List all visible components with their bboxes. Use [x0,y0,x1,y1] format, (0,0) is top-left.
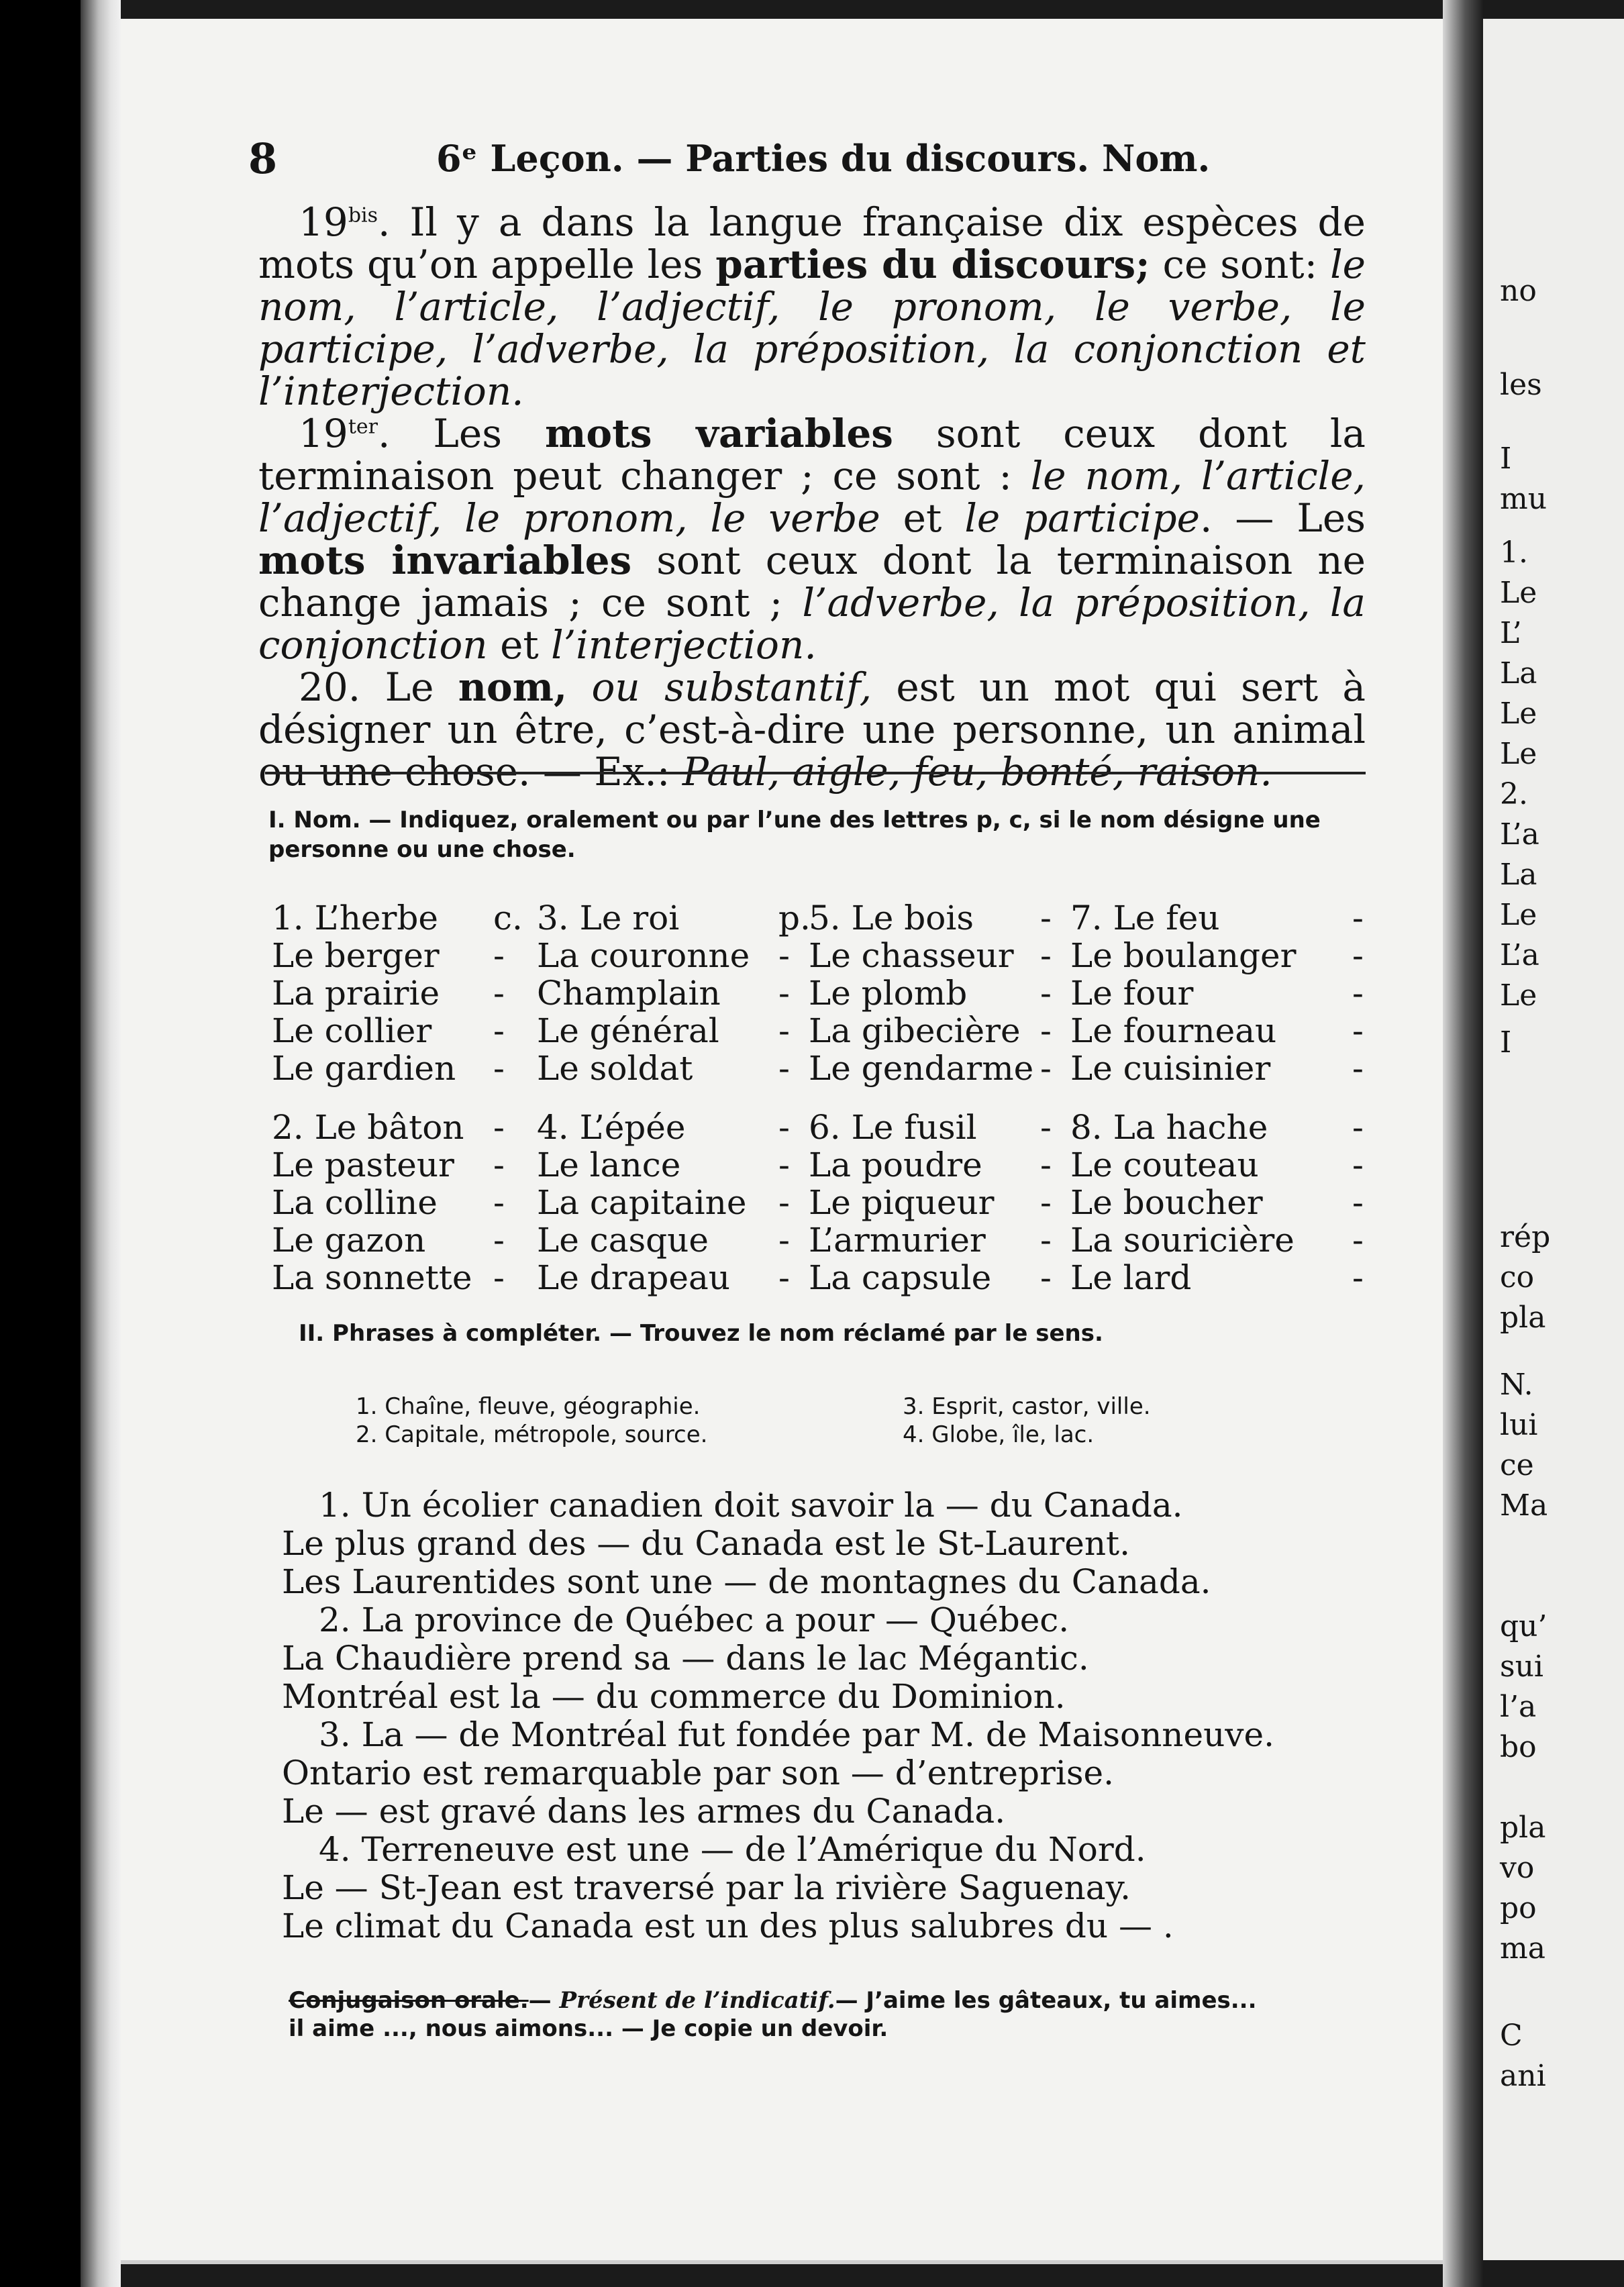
answer-mark: - [1040,1146,1052,1184]
word-item: La capitaine [537,1183,747,1222]
facing-page-text: I [1500,1025,1512,1060]
word-item: Le four [1070,974,1194,1013]
paragraph-19bis [258,201,1366,413]
answer-mark: - [1352,1221,1364,1260]
text: . Les [377,411,546,456]
word-item: 8. La hache [1070,1108,1268,1147]
paragraph-19ter [258,413,1366,666]
word-item: La souricière [1070,1221,1295,1260]
word-column [272,1109,472,1297]
word-item: Le gardien [272,1049,456,1088]
sentence: 2. La province de Québec a pour — Québec. [319,1600,1070,1639]
answer-mark: - [1040,936,1052,975]
word-item: Le cuisinier [1070,1049,1271,1088]
word-item: Le gendarme [809,1049,1034,1088]
term: mots variables [545,411,893,456]
facing-page-text: I [1500,442,1512,476]
example-list: l’adverbe, la préposition, la conjonction [258,580,1366,668]
example-list: l’interjection. [551,622,817,668]
facing-page-text: co [1500,1260,1535,1294]
answer-mark: - [778,936,790,975]
facing-page-text: 1. [1500,536,1528,570]
word-bank-item: 2. Capitale, métropole, source. [356,1421,708,1448]
word-item: Le chasseur [809,936,1014,975]
text: . Il y a dans la langue française dix espèces de mots qu’on appelle les [258,199,1366,287]
answer-mark: - [778,1049,790,1088]
answer-mark: - [1352,936,1364,975]
term: mots invariables [258,538,632,583]
paragraph-number: 19 [299,411,348,456]
tense-name: Présent de l’indicatif. [559,1987,835,2014]
answer-mark: - [1040,974,1052,1013]
answer-mark: - [1040,1221,1052,1260]
book-gutter [1443,0,1483,2287]
answer-mark: - [778,1011,790,1050]
word-item: Le soldat [537,1049,693,1088]
text: et [487,622,552,668]
facing-page-text: L’a [1500,817,1539,852]
facing-page-text: bo [1500,1730,1537,1764]
word-item: Le lance [537,1146,681,1184]
word-item: Champlain [537,974,721,1013]
sentence: 3. La — de Montréal fut fondée par M. de Maisonneuve. [319,1715,1275,1754]
word-column [1070,899,1297,1087]
answer-mark: - [493,974,505,1013]
sentence: Ontario est remarquable par son — d’entreprise. [282,1754,1115,1792]
example-list: Paul, aigle, feu, bonté, raison. [682,749,1272,795]
word-item: La gibecière [809,1011,1021,1050]
facing-page-text: La [1500,656,1537,691]
exercise-1-heading: I. Nom. — Indiquez, oralement ou par l’une des lettres p, c, si le nom désigne une personne ou une chose. [268,807,1321,863]
answer-mark: - [493,1011,505,1050]
answer-mark-column [778,1109,790,1297]
scan-border-left [0,0,81,2287]
facing-page-text: Le [1500,978,1537,1013]
answer-mark: - [778,1258,790,1297]
word-item: Le casque [537,1221,709,1260]
facing-page-text: 2. [1500,777,1528,811]
paragraph-suffix: bis [348,203,378,227]
sentence: Le — est gravé dans les armes du Canada. [282,1792,1006,1831]
facing-page-text: l’a [1500,1690,1537,1724]
word-column [272,899,456,1087]
text: il aime ..., nous aimons... — Je copie un devoir. [289,2015,889,2042]
facing-page-text: Le [1500,898,1537,932]
word-item: Le boulanger [1070,936,1297,975]
answer-mark: - [1352,1011,1364,1050]
facing-page-text: rép [1500,1220,1551,1254]
text: ce sont: [1150,242,1331,287]
word-item: Le général [537,1011,719,1050]
answer-mark: - [493,1221,505,1260]
facing-page-text: Le [1500,697,1537,731]
answer-mark: - [778,1146,790,1184]
page-binding-edge [81,0,121,2287]
facing-page-text: ani [1500,2059,1546,2093]
text: . — Les [1199,495,1366,541]
answer-mark: p. [778,899,811,937]
term: parties du discours; [715,242,1150,287]
answer-mark: - [1352,1108,1364,1147]
word-column [537,1109,746,1297]
answer-mark: - [493,1146,505,1184]
answer-mark: - [493,1183,505,1222]
answer-mark: c. [493,899,523,937]
word-column [809,1109,995,1297]
page-title: 6ᵉ Leçon. — Parties du discours. Nom. [436,137,1211,180]
conjugation-note [289,1986,1429,2043]
facing-page-text: sui [1500,1649,1543,1684]
term: nom, [458,664,568,710]
sentence: Montréal est la — du commerce du Dominion. [282,1677,1066,1716]
answer-mark: - [1352,1049,1364,1088]
answer-mark-column [1040,899,1052,1087]
word-column [537,899,750,1087]
word-bank-item: 1. Chaîne, fleuve, géographie. [356,1393,701,1420]
facing-page-text: ce [1500,1448,1534,1482]
facing-page-text: ma [1500,1931,1545,1966]
facing-page-text: les [1500,368,1542,402]
answer-mark-column [1352,1109,1364,1297]
running-head [248,134,1302,188]
word-item: 3. Le roi [537,899,680,937]
facing-page-text: C [1500,2019,1523,2053]
sentence: Les Laurentides sont une — de montagnes du Canada. [282,1562,1211,1601]
note-label: Conjugaison orale. [289,1987,529,2014]
word-item: La prairie [272,974,440,1013]
word-bank-left [356,1392,707,1449]
answer-mark: - [778,1221,790,1260]
facing-page-text: vo [1500,1851,1535,1885]
answer-mark: - [1040,1183,1052,1222]
answer-mark: - [1352,1183,1364,1222]
answer-mark: - [778,1183,790,1222]
answer-mark: - [1040,1258,1052,1297]
word-item: Le plomb [809,974,968,1013]
text: sont ceux dont la terminaison peut changer ; ce sont : [258,411,1366,499]
exercise-2-heading: II. Phrases à compléter. — Trouvez le nom réclamé par le sens. [299,1320,1103,1347]
paragraph-number: 19 [299,199,348,245]
text: est un mot qui sert à désigner un être, c’est-à-dire une personne, un animal ou une chose. — Ex.: [258,664,1366,795]
word-item: Le boucher [1070,1183,1263,1222]
word-item: La couronne [537,936,750,975]
word-bank-item: 4. Globe, île, lac. [903,1421,1095,1448]
facing-page-text: La [1500,858,1537,892]
answer-mark: - [778,1108,790,1147]
word-column [809,899,1033,1087]
text: — [528,1987,560,2014]
facing-page-text: no [1500,274,1537,308]
word-item: 2. Le bâton [272,1108,464,1147]
sentence: 4. Terreneuve est une — de l’Amérique du Nord. [319,1830,1146,1869]
text: sont ceux dont la terminaison ne change jamais ; ce sont ; [258,538,1366,625]
answer-mark: - [1352,974,1364,1013]
word-item: 5. Le bois [809,899,974,937]
sentence: Le climat du Canada est un des plus salubres du — . [282,1907,1174,1945]
term-synonym: ou substantif, [567,664,872,710]
facing-page-text: L’ [1500,616,1522,650]
word-item: Le lard [1070,1258,1192,1297]
lesson-body [258,201,1366,793]
facing-page-text: Ma [1500,1488,1548,1523]
text: — J’aime les gâteaux, tu aimes... [835,1987,1257,2014]
word-item: Le drapeau [537,1258,731,1297]
facing-page-text: N. [1500,1368,1533,1402]
section-divider [265,772,1366,774]
text: et [880,495,965,541]
facing-page-text: lui [1500,1408,1538,1442]
word-item: Le piqueur [809,1183,995,1222]
text: Le [360,664,458,710]
word-item: Le collier [272,1011,432,1050]
word-item: Le berger [272,936,440,975]
facing-page-text: Le [1500,576,1537,610]
example-list: le nom, l’article, l’adjectif, le pronom, le verbe [258,453,1366,541]
answer-mark: - [1352,1146,1364,1184]
word-column [1070,1109,1295,1297]
facing-page-text: po [1500,1891,1537,1925]
word-bank-right [903,1392,1151,1449]
answer-mark: - [1352,899,1364,937]
answer-mark: - [1040,1049,1052,1088]
answer-mark: - [1040,1108,1052,1147]
example-list: le nom, l’article, l’adjectif, le pronom, le verbe, le participe, l’adverbe, la préposition, la conjonction et l’interjection. [258,242,1366,414]
word-item: L’armurier [809,1221,986,1260]
word-item: La capsule [809,1258,992,1297]
answer-mark: - [1352,1258,1364,1297]
facing-page-text: L’a [1500,938,1539,972]
fill-in-sentences [282,1486,1409,1945]
word-item: Le pasteur [272,1146,454,1184]
word-item: 4. L’épée [537,1108,686,1147]
sentence: Le plus grand des — du Canada est le St-Laurent. [282,1524,1131,1563]
paragraph-number: 20. [299,664,361,710]
word-item: La sonnette [272,1258,472,1297]
word-item: Le fourneau [1070,1011,1277,1050]
facing-page-fragment [1483,19,1624,2260]
facing-page-text: Le [1500,737,1537,771]
answer-mark-column [1040,1109,1052,1297]
answer-mark: - [1040,1011,1052,1050]
paragraph-suffix: ter [348,415,378,439]
word-item: 7. Le feu [1070,899,1220,937]
facing-page-text: pla [1500,1301,1546,1335]
word-item: 6. Le fusil [809,1108,977,1147]
answer-mark-column [778,899,811,1087]
facing-page-text: pla [1500,1811,1546,1845]
answer-mark: - [493,1049,505,1088]
facing-page-text: mu [1500,482,1547,516]
answer-mark: - [493,1258,505,1297]
answer-mark: - [778,974,790,1013]
sentence: 1. Un écolier canadien doit savoir la — du Canada. [319,1486,1183,1525]
sentence: Le — St-Jean est traversé par la rivière Saguenay. [282,1868,1131,1907]
word-item: La colline [272,1183,438,1222]
page-number: 8 [248,134,278,183]
answer-mark: - [493,1108,505,1147]
facing-page-text: qu’ [1500,1609,1547,1643]
word-bank-item: 3. Esprit, castor, ville. [903,1393,1151,1420]
word-item: La poudre [809,1146,982,1184]
answer-mark: - [1040,899,1052,937]
word-item: Le couteau [1070,1146,1259,1184]
example-list: le participe [964,495,1200,541]
word-item: 1. L’herbe [272,899,438,937]
answer-mark: - [493,936,505,975]
sentence: La Chaudière prend sa — dans le lac Mégantic. [282,1639,1089,1678]
answer-mark-column [493,1109,505,1297]
answer-mark-column [1352,899,1364,1087]
word-item: Le gazon [272,1221,426,1260]
answer-mark-column [493,899,523,1087]
